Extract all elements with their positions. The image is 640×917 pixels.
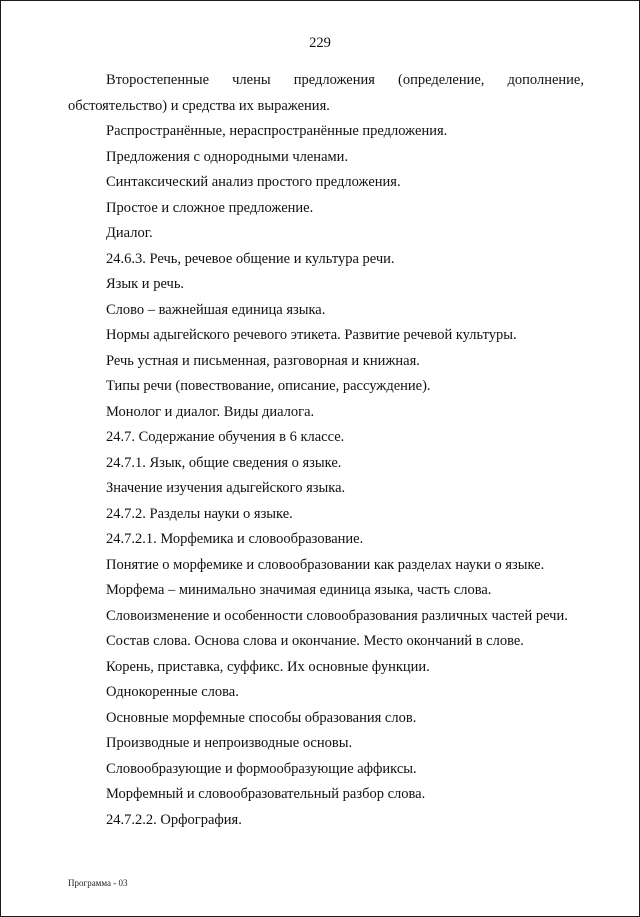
text-line: 24.6.3. Речь, речевое общение и культура речи. (106, 250, 395, 267)
text-line: Однокоренные слова. (106, 684, 239, 700)
footer-label: Программа - 03 (68, 878, 128, 888)
text-line: Диалог. (106, 225, 153, 241)
page-number: 229 (309, 35, 331, 51)
text-line: Морфема – минимально значимая единица языка, часть слова. (106, 582, 492, 598)
text-line: 24.7.2. Разделы науки о языке. (106, 505, 293, 522)
text-line: Синтаксический анализ простого предложения. (106, 174, 401, 190)
text-line: Нормы адыгейского речевого этикета. Развитие речевой культуры. (106, 327, 517, 343)
paragraph-secondary-members: Второстепенные члены предложения (определение, дополнение, обстоятельство) и средства их выражения. (68, 72, 584, 114)
text-line: Производные и непроизводные основы. (106, 735, 353, 751)
text-line: Понятие о морфемике и словообразовании как разделах науки о языке. (106, 556, 545, 573)
text-line: 24.7. Содержание обучения в 6 классе. (106, 429, 345, 445)
text-line: Язык и речь. (106, 276, 185, 292)
text-line: 24.7.2.1. Морфемика и словообразование. (106, 531, 364, 547)
text-line: Словоизменение и особенности словообразования различных частей речи. (106, 607, 568, 624)
text-line: 24.7.2.2. Орфография. (106, 811, 242, 828)
text-line: Основные морфемные способы образования слов. (106, 709, 417, 726)
text-line: Монолог и диалог. Виды диалога. (106, 403, 315, 420)
text-line: Значение изучения адыгейского языка. (106, 480, 346, 496)
text-line: Корень, приставка, суффикс. Их основные функции. (106, 658, 430, 675)
text-line: Распространённые, нераспространённые предложения. (106, 123, 448, 139)
text-line: Словообразующие и формообразующие аффиксы. (106, 760, 417, 777)
text-line: Речь устная и письменная, разговорная и книжная. (106, 352, 420, 369)
text-line: Слово – важнейшая единица языка. (106, 301, 326, 318)
text-line: Типы речи (повествование, описание, рассуждение). (106, 378, 431, 394)
text-line: Состав слова. Основа слова и окончание. Место окончаний в слове. (106, 633, 524, 649)
text-line: 24.7.1. Язык, общие сведения о языке. (106, 454, 342, 471)
text-line: Простое и сложное предложение. (106, 199, 314, 216)
text-line: Морфемный и словообразовательный разбор слова. (106, 786, 426, 802)
content-lines (68, 119, 584, 833)
page-content (68, 68, 584, 833)
text-line: Предложения с однородными членами. (106, 148, 349, 165)
